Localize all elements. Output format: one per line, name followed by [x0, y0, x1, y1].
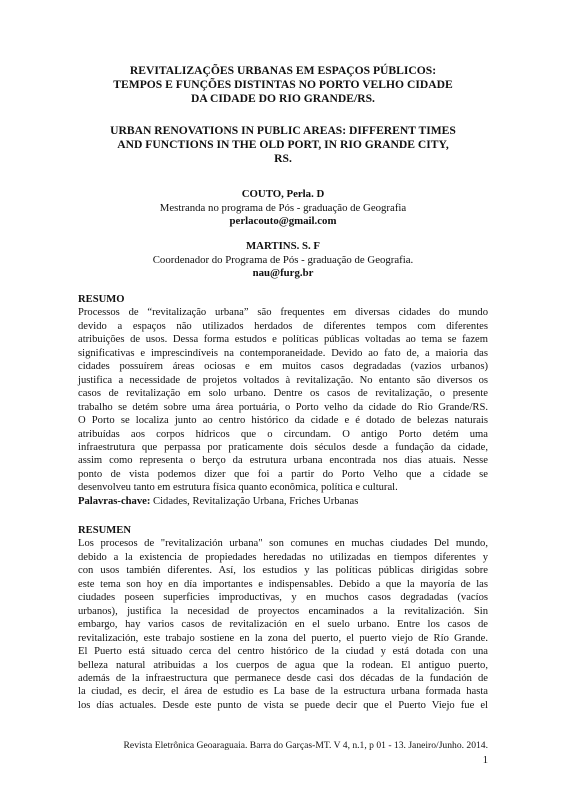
abstract-line: devido a espaços não utilizados herdados de diferentes tempos com diferentes: [78, 320, 488, 332]
abstract-line: debido a la existencia de propiedades heredadas no utilizadas en tiempos diferentes y: [78, 551, 488, 563]
abstract-line: embargo, hay varios casos de revitalización en el suelo urbano. Entre los casos de: [78, 619, 488, 631]
abstract-line: assim como representa o berço da estrutura urbana encontrada nos dias atuais. Nesse: [78, 455, 488, 467]
abstract-line: urbanos), justifica la necesidad de proyectos encaminados a la revitalización. Sin: [78, 605, 488, 617]
abstract-body: [78, 537, 488, 712]
abstract-line: trabalho se detém sobre uma área portuária, o Porto velho da cidade do Rio Grande/RS.: [78, 401, 488, 413]
abstract-line: ponto de vista podemos dizer que foi a partir do Porto Velho que a cidade se: [78, 468, 488, 480]
abstract-line: este tema son hoy en día importantes e indispensables. Debido a que la mayoría de las: [78, 578, 488, 590]
abstract-line: atribuições de usos. Dessa forma estudos e políticas públicas voltadas ao tema se fazem: [78, 334, 488, 346]
abstract-line: casos de revitalização em solo urbano. Dentre os casos de revitalização, o presente: [78, 388, 488, 400]
author-email[interactable]: perlacouto@gmail.com: [229, 215, 337, 228]
keywords-text: Cidades, Revitalização Urbana, Friches Urbanas: [150, 495, 359, 507]
section-heading: RESUMEN: [78, 525, 131, 536]
title-en-line: RS.: [274, 152, 292, 166]
abstract-line: belleza natural atribuidas a los cuerpos de agua que la rodean. El antiguo puerto,: [78, 659, 488, 671]
abstract-line: Los procesos de "revitalización urbana" son comunes en muchas ciudades Del mundo,: [78, 538, 488, 550]
abstract-portuguese: [78, 293, 488, 508]
title-pt-line: DA CIDADE DO RIO GRANDE/RS.: [191, 92, 375, 106]
author-affiliation: Mestranda no programa de Pós - graduação de Geografia: [159, 201, 407, 214]
keywords-label: Palavras-chave:: [78, 495, 151, 507]
section-heading: RESUMO: [78, 294, 125, 305]
author-name: MARTINS. S. F: [245, 240, 320, 252]
abstract-line: El Puerto está situado cerca del centro histórico de la ciudad y está dotada con una: [78, 646, 488, 658]
title-portuguese: [60, 64, 506, 107]
abstract-line: con usos también diferentes. Así, los estudios y las políticas públicas dirigidas sobre: [78, 565, 488, 577]
abstract-line: significativas e imprescindíveis na contemporaneidade. Devido ao fato de, a maioria das: [78, 347, 488, 359]
abstract-spanish: [78, 524, 488, 712]
page-number: 1: [482, 755, 488, 766]
author-block: [60, 188, 506, 229]
abstract-line: ciudades poseen superficies improductivas, y en muchos casos degradadas (vacíos: [78, 592, 488, 604]
abstract-line: atribuídas aos corpos hídricos que o circundam. O antigo Porto detém uma: [78, 428, 488, 440]
author-block: [60, 240, 506, 281]
journal-footer: Revista Eletrônica Geoaraguaia. Barra do Garças-MT. V 4, n.1, p 01 - 13. Janeiro/Junho. 2014.: [123, 740, 488, 751]
keywords: [78, 495, 488, 508]
abstract-body: [78, 306, 488, 494]
abstract-line: además de la infraestructura que permanece desde casi dos décadas de la fundación de: [78, 672, 488, 684]
abstract-line: revitalización, este trabajo sostiene en la zona del puerto, el puerto viejo de Río Grande.: [78, 632, 488, 644]
abstract-line: los días actuales. Desde este punto de vista se puede decir que el Puerto Viejo fue el: [78, 699, 488, 711]
title-english: [60, 124, 506, 167]
author-email[interactable]: nau@furg.br: [252, 267, 314, 280]
author-name: COUTO, Perla. D: [241, 188, 325, 200]
abstract-line: O Porto se localiza junto ao centro histórico da cidade e é dotado de belezas naturais: [78, 415, 488, 427]
title-pt-line: REVITALIZAÇÕES URBANAS EM ESPAÇOS PÚBLICOS:: [129, 64, 437, 77]
author-affiliation: Coordenador do Programa de Pós - graduação de Geografia.: [152, 253, 414, 266]
abstract-line: la ciudad, es decir, el área de estudio es La base de la estructura urbana formada hasta: [78, 686, 488, 698]
abstract-line: justifica a necessidade de projetos voltados à revitalização. No entanto são diversos os: [78, 374, 488, 386]
abstract-line: cidades possuírem áreas ociosas e em muitos casos degradadas (vazios urbanos): [78, 361, 488, 373]
abstract-line: Processos de “revitalização urbana” são frequentes em diversas cidades do mundo: [78, 307, 488, 319]
abstract-line: infraestrutura que perpassa por praticamente dois séculos desde a fundação da cidade,: [78, 441, 488, 453]
title-en-line: AND FUNCTIONS IN THE OLD PORT, IN RIO GRANDE CITY,: [117, 138, 449, 152]
title-pt-line: TEMPOS E FUNÇÕES DISTINTAS NO PORTO VELHO CIDADE: [113, 78, 453, 92]
abstract-line: desenvolveu tanto em estrutura física quanto econômica, política e cultural.: [78, 482, 398, 494]
title-en-line: URBAN RENOVATIONS IN PUBLIC AREAS: DIFFERENT TIMES: [110, 124, 456, 137]
